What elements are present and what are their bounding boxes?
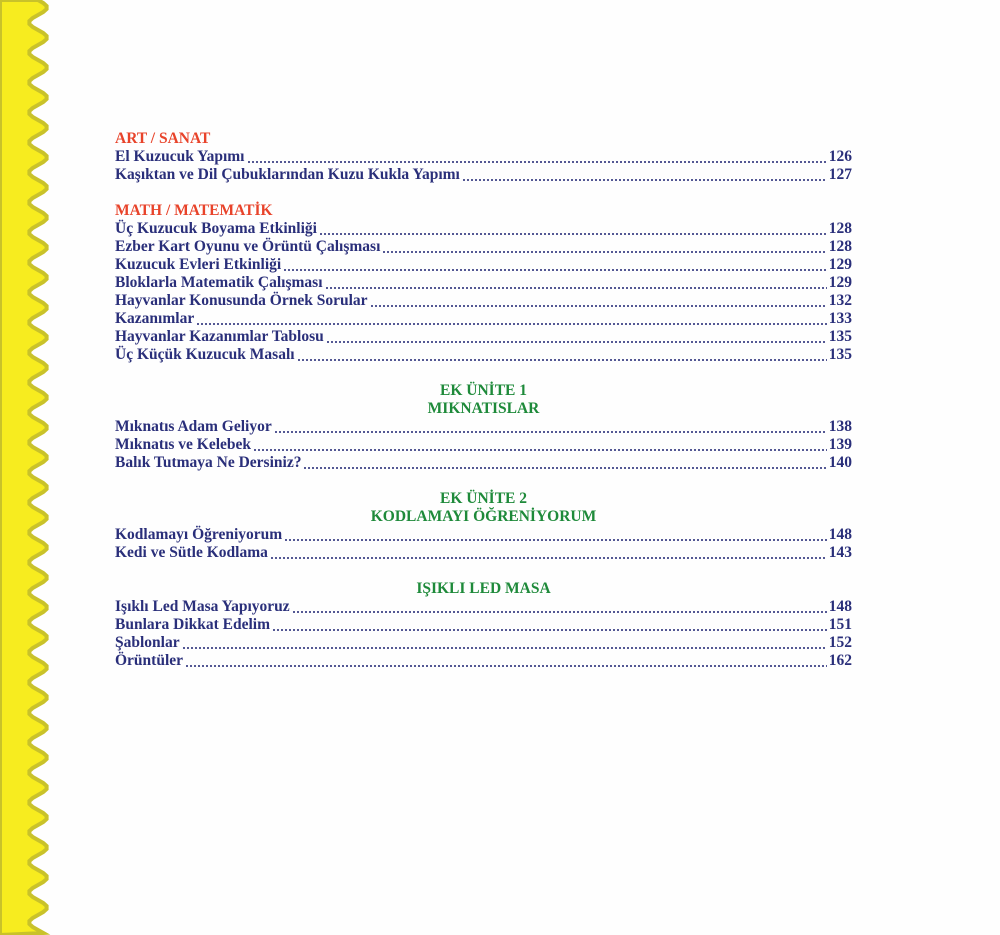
section-heading-led-masa: IŞIKLI LED MASA <box>416 580 551 597</box>
toc-entry[interactable]: Şablonlar 152 <box>115 634 852 651</box>
toc-entry[interactable]: Ezber Kart Oyunu ve Örüntü Çalışması 128 <box>115 238 852 255</box>
toc-entry[interactable]: Hayvanlar Konusunda Örnek Sorular 132 <box>115 292 852 309</box>
section-heading-ek-unite-1: EK ÜNİTE 1 <box>440 382 527 399</box>
toc-entry[interactable]: Kaşıktan ve Dil Çubuklarından Kuzu Kukla Yapımı 127 <box>115 166 852 183</box>
yellow-wavy-edge <box>0 0 70 935</box>
toc-entry[interactable]: Mıknatıs Adam Geliyor 138 <box>115 418 852 435</box>
toc-entry[interactable]: Örüntüler 162 <box>115 652 852 669</box>
toc-entry[interactable]: Balık Tutmaya Ne Dersiniz? 140 <box>115 454 852 471</box>
toc-entry[interactable]: Üç Kuzucuk Boyama Etkinliği 128 <box>115 220 852 237</box>
toc-entry[interactable]: Kazanımlar 133 <box>115 310 852 327</box>
section-heading-art: ART / SANAT <box>115 130 211 147</box>
toc-entry[interactable]: Mıknatıs ve Kelebek 139 <box>115 436 852 453</box>
toc-entry[interactable]: El Kuzucuk Yapımı 126 <box>115 148 852 165</box>
toc-entry[interactable]: Üç Küçük Kuzucuk Masalı 135 <box>115 346 852 363</box>
section-heading-ek-unite-2: EK ÜNİTE 2 <box>440 490 527 507</box>
toc-entry[interactable]: Bunlara Dikkat Edelim 151 <box>115 616 852 633</box>
toc-entry[interactable]: Kodlamayı Öğreniyorum 148 <box>115 526 852 543</box>
toc-entry[interactable]: Kuzucuk Evleri Etkinliği 129 <box>115 256 852 273</box>
toc-entry[interactable]: Bloklarla Matematik Çalışması 129 <box>115 274 852 291</box>
section-heading-math: MATH / MATEMATİK <box>115 202 273 219</box>
toc-entry[interactable]: Işıklı Led Masa Yapıyoruz 148 <box>115 598 852 615</box>
toc-entry[interactable]: Hayvanlar Kazanımlar Tablosu 135 <box>115 328 852 345</box>
section-subheading-miknatislar: MIKNATISLAR <box>427 400 540 417</box>
toc-entry[interactable]: Kedi ve Sütle Kodlama 143 <box>115 544 852 561</box>
table-of-contents <box>115 130 852 670</box>
section-subheading-kodlama: KODLAMAYI ÖĞRENİYORUM <box>370 508 597 525</box>
